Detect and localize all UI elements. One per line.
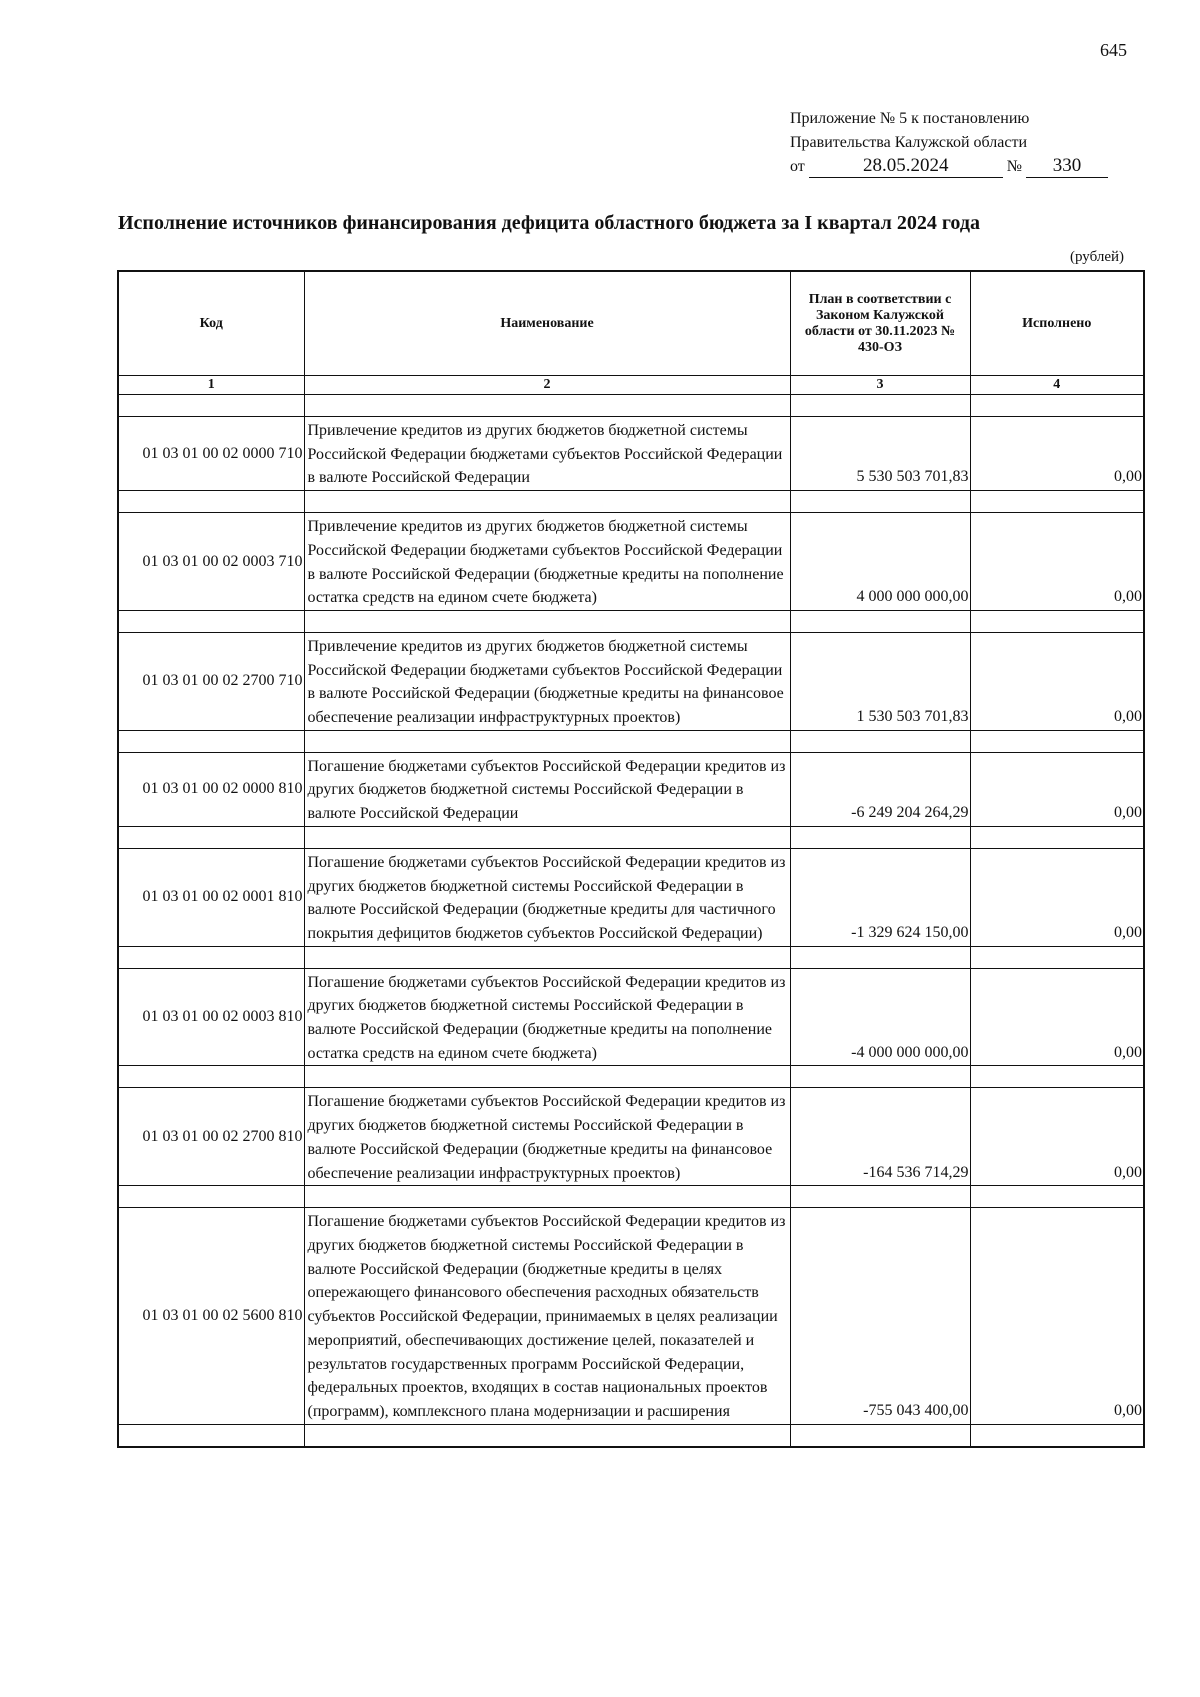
spacer-row	[118, 491, 1144, 513]
table-header-row	[118, 271, 1144, 376]
document-title: Исполнение источников финансирования дефицита областного бюджета за I квартал 2024 года	[118, 212, 980, 234]
row-code: 01 03 01 00 02 0003 810	[118, 968, 304, 1066]
spacer-row	[118, 946, 1144, 968]
row-done: 0,00	[970, 417, 1144, 491]
row-done: 0,00	[970, 1088, 1144, 1186]
header-code: Код	[118, 271, 304, 376]
header-done: Исполнено	[970, 271, 1144, 376]
column-number: 2	[304, 376, 790, 395]
row-done: 0,00	[970, 513, 1144, 611]
table-row	[118, 1208, 1144, 1424]
column-number-row	[118, 376, 1144, 395]
row-plan: 5 530 503 701,83	[790, 417, 970, 491]
row-name: Привлечение кредитов из других бюджетов бюджетной системы Российской Федерации бюджетами субъектов Российской Федерации в валюте Российской Федерации (бюджетные кредиты на пополнение остатка средств на едином счете бюджета)	[304, 513, 790, 611]
header-plan: План в соответствии с Законом Калужской области от 30.11.2023 № 430-ОЗ	[790, 271, 970, 376]
table-row	[118, 1088, 1144, 1186]
column-number: 3	[790, 376, 970, 395]
row-name: Погашение бюджетами субъектов Российской Федерации кредитов из других бюджетов бюджетной системы Российской Федерации в валюте Российской Федерации (бюджетные кредиты в целях опережающего финансового обеспечения расходных обязательств субъектов Российской Федерации, принимаемых в целях реализации мероприятий, обеспечивающих достижение целей, показателей и результатов государственных программ Российской Федерации, федеральных проектов, входящих в состав национальных проектов (программ), комплексного плана модернизации и расширения	[304, 1208, 790, 1424]
column-number: 1	[118, 376, 304, 395]
unit-label: (рублей)	[1070, 249, 1125, 265]
row-done: 0,00	[970, 1208, 1144, 1424]
header-name: Наименование	[304, 271, 790, 376]
row-done: 0,00	[970, 968, 1144, 1066]
resolution-date: 28.05.2024	[809, 155, 1003, 178]
row-code: 01 03 01 00 02 2700 710	[118, 632, 304, 730]
row-code: 01 03 01 00 02 0000 710	[118, 417, 304, 491]
table-row	[118, 968, 1144, 1066]
row-plan: -755 043 400,00	[790, 1208, 970, 1424]
annex-block	[790, 107, 1108, 179]
annex-date-line	[790, 155, 1108, 179]
annex-line-2: Правительства Калужской области	[790, 134, 1028, 151]
spacer-row	[118, 1424, 1144, 1447]
financing-table	[117, 270, 1145, 1448]
row-plan: -6 249 204 264,29	[790, 752, 970, 826]
page-number: 645	[1100, 40, 1127, 60]
row-done: 0,00	[970, 632, 1144, 730]
row-done: 0,00	[970, 752, 1144, 826]
spacer-row	[118, 730, 1144, 752]
row-code: 01 03 01 00 02 0001 810	[118, 848, 304, 946]
spacer-row	[118, 395, 1144, 417]
row-name: Погашение бюджетами субъектов Российской Федерации кредитов из других бюджетов бюджетной системы Российской Федерации в валюте Российской Федерации (бюджетные кредиты для частичного покрытия дефицитов бюджетов субъектов Российской Федерации)	[304, 848, 790, 946]
row-name: Привлечение кредитов из других бюджетов бюджетной системы Российской Федерации бюджетами субъектов Российской Федерации в валюте Российской Федерации	[304, 417, 790, 491]
table-row	[118, 632, 1144, 730]
row-name: Привлечение кредитов из других бюджетов бюджетной системы Российской Федерации бюджетами субъектов Российской Федерации в валюте Российской Федерации (бюджетные кредиты на финансовое обеспечение реализации инфраструктурных проектов)	[304, 632, 790, 730]
resolution-number: 330	[1026, 155, 1108, 178]
row-name: Погашение бюджетами субъектов Российской Федерации кредитов из других бюджетов бюджетной системы Российской Федерации в валюте Российской Федерации (бюджетные кредиты на пополнение остатка средств на едином счете бюджета)	[304, 968, 790, 1066]
row-plan: -164 536 714,29	[790, 1088, 970, 1186]
table-row	[118, 513, 1144, 611]
row-plan: -1 329 624 150,00	[790, 848, 970, 946]
table-row	[118, 752, 1144, 826]
row-code: 01 03 01 00 02 5600 810	[118, 1208, 304, 1424]
row-name: Погашение бюджетами субъектов Российской Федерации кредитов из других бюджетов бюджетной системы Российской Федерации в валюте Российской Федерации (бюджетные кредиты на финансовое обеспечение реализации инфраструктурных проектов)	[304, 1088, 790, 1186]
from-label: от	[790, 158, 805, 175]
spacer-row	[118, 1066, 1144, 1088]
table-row	[118, 848, 1144, 946]
row-code: 01 03 01 00 02 2700 810	[118, 1088, 304, 1186]
row-plan: -4 000 000 000,00	[790, 968, 970, 1066]
table-row	[118, 417, 1144, 491]
number-label: №	[1006, 158, 1023, 175]
spacer-row	[118, 610, 1144, 632]
column-number: 4	[970, 376, 1144, 395]
row-plan: 1 530 503 701,83	[790, 632, 970, 730]
annex-line-1: Приложение № 5 к постановлению	[790, 110, 1030, 127]
spacer-row	[118, 826, 1144, 848]
row-plan: 4 000 000 000,00	[790, 513, 970, 611]
row-done: 0,00	[970, 848, 1144, 946]
row-code: 01 03 01 00 02 0003 710	[118, 513, 304, 611]
row-code: 01 03 01 00 02 0000 810	[118, 752, 304, 826]
row-name: Погашение бюджетами субъектов Российской Федерации кредитов из других бюджетов бюджетной системы Российской Федерации в валюте Российской Федерации	[304, 752, 790, 826]
spacer-row	[118, 1186, 1144, 1208]
